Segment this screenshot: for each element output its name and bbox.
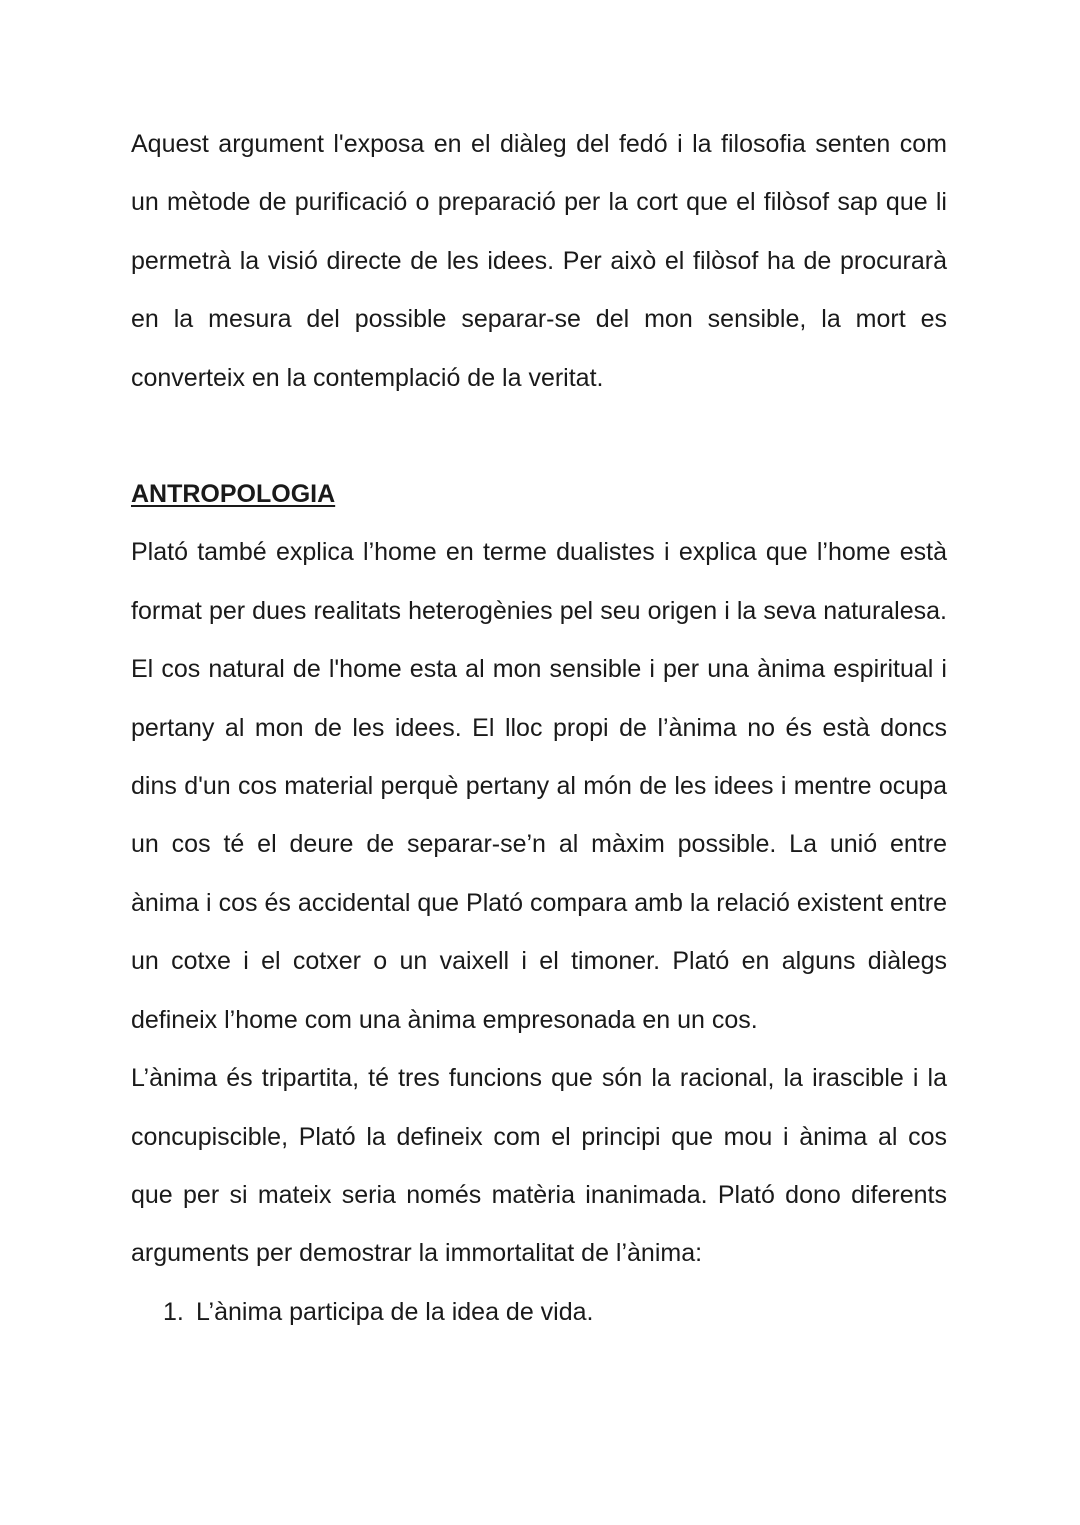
section-heading: ANTROPOLOGIA — [131, 480, 336, 509]
numbered-list — [131, 1283, 947, 1341]
body-paragraph-2: L’ànima és tripartita, té tres funcions que són la racional, la irascible i la concupiscible, Plató la defineix com el principi que mou i ànima al cos que per si mateix seria només matèria inanimada. Plató dono diferents arguments per demostrar la immortalitat de l’ànima: — [131, 1064, 947, 1268]
body-paragraph-1: Plató també explica l’home en terme dualistes i explica que l’home està format per dues realitats heterogènies pel seu origen i la seva naturalesa. El cos natural de l'home esta al mon sensible i per una ànima espiritual i pertany al mon de les idees. El lloc propi de l’ànima no és està doncs dins d'un cos material perquè pertany al món de les idees i mentre ocupa un cos té el deure de separar-se’n al màxim possible. La unió entre ànima i cos és accidental que Plató compara amb la relació existent entre un cotxe i el cotxer o un vaixell i el timoner. Plató en alguns diàlegs defineix l’home com una ànima empresonada en un cos. — [131, 538, 947, 1034]
list-item — [131, 1283, 947, 1341]
list-item-number: 1. — [163, 1297, 184, 1326]
intro-paragraph: Aquest argument l'exposa en el diàleg del fedó i la filosofia senten com un mètode de purificació o preparació per la cort que el filòsof sap que li permetrà la visió directe de les idees. Per això el filòsof ha de procurarà en la mesura del possible separar-se del mon sensible, la mort es converteix en la contemplació de la veritat. — [131, 130, 947, 392]
list-item-text: L’ànima participa de la idea de vida. — [196, 1297, 594, 1326]
document-page — [131, 115, 947, 1341]
